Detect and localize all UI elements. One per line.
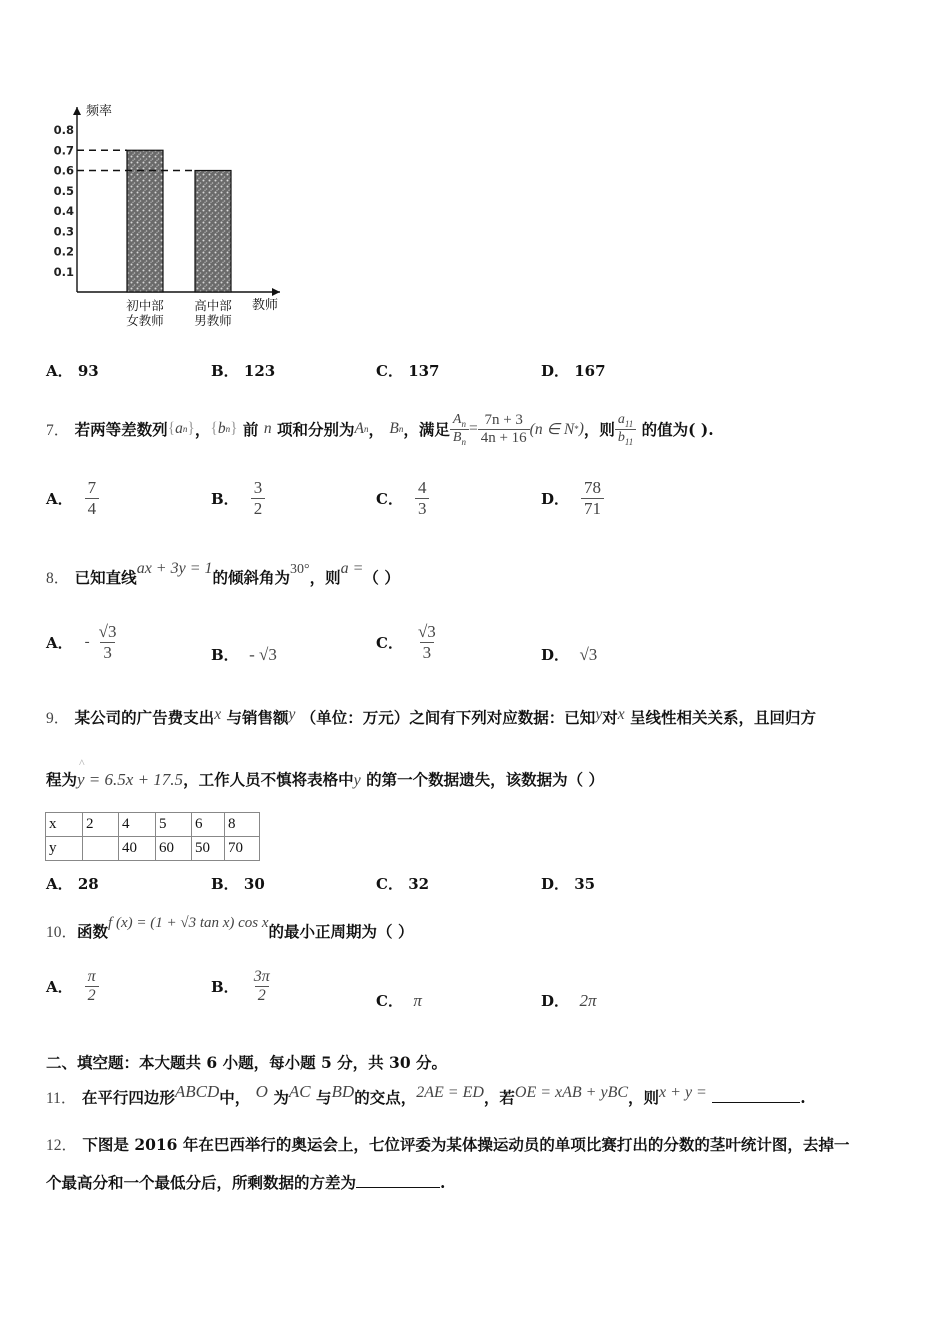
category-label: 男教师 xyxy=(194,313,232,328)
q8-option-b[interactable]: B． - √3 xyxy=(211,645,277,664)
table-cell: x xyxy=(46,813,83,837)
q8-stem: 8． 已知直线ax + 3y = 1的倾斜角为30°，则a =（ ） xyxy=(46,560,400,587)
y-tick-label: 0.1 xyxy=(53,264,74,279)
q6-option-c[interactable]: C． 137 xyxy=(376,362,440,380)
q7-ratio-fraction: $\frac{A_n}{B_n}$ xyxy=(450,412,469,447)
q8-option-a[interactable]: A． - $\frac{√3}{3}$ xyxy=(46,622,117,662)
q7-option-c[interactable]: C． $\frac{4}{3}$ xyxy=(376,478,429,519)
category-label: 女教师 xyxy=(126,313,164,328)
y-tick-label: 0.4 xyxy=(53,204,74,218)
y-tick-label: 0.3 xyxy=(53,224,74,239)
bar xyxy=(195,171,231,293)
y-tick-label: 0.2 xyxy=(53,244,74,259)
table-cell: 2 xyxy=(83,813,119,837)
q9-stem-line2: 程为 ^ y = 6.5x + 17.5，工作人员不慎将表格中y 的第一个数据遗失，该数据为（ ） xyxy=(46,756,604,789)
y-tick-label: 0.7 xyxy=(53,143,74,158)
table-cell: 6 xyxy=(192,813,225,837)
chart-category-labels xyxy=(126,298,232,328)
q9-option-d[interactable]: D． 35 xyxy=(541,875,596,893)
q10-stem: 10．函数f (x) = (1 + √3 tan x) cos x的最小正周期为（ ） xyxy=(46,915,414,941)
table-cell: 40 xyxy=(119,837,156,861)
q12-answer-blank[interactable] xyxy=(356,1173,440,1188)
x-axis-label: 教师 xyxy=(252,298,279,313)
table-row-y xyxy=(46,837,260,861)
y-tick-label: 0.6 xyxy=(53,163,74,178)
y-axis-arrow-icon xyxy=(73,107,81,115)
q12-stem-line1: 12． 下图是 2016 年在巴西举行的奥运会上，七位评委为某体操运动员的单项比赛打出的分数的茎叶统计图，去掉一 xyxy=(46,1135,850,1154)
q9-option-a[interactable]: A． 28 xyxy=(46,875,99,893)
table-cell: 70 xyxy=(225,837,260,861)
section-2-heading: 二、填空题：本大题共 6 小题，每小题 5 分，共 30 分。 xyxy=(46,1053,448,1072)
chart-bars xyxy=(127,150,231,292)
q6-option-b[interactable]: B． 123 xyxy=(211,362,276,380)
q11-stem: 11． 在平行四边形ABCD中， O 为AC 与BD的交点，2AE = ED，若OE = xAB + yBC，则x + y = . xyxy=(46,1082,806,1107)
q9-option-c[interactable]: C． 32 xyxy=(376,875,430,893)
table-row-x xyxy=(46,813,260,837)
q12-stem-line2: 个最高分和一个最低分后，所剩数据的方差为 . xyxy=(46,1173,446,1192)
q11-answer-blank[interactable] xyxy=(712,1088,800,1103)
q7-option-a[interactable]: A． $\frac{7}{4}$ xyxy=(46,478,99,519)
q10-option-c[interactable]: C． π xyxy=(376,991,422,1010)
table-cell: 50 xyxy=(192,837,225,861)
chart-axes xyxy=(73,107,280,296)
q7-option-d[interactable]: D． $\frac{78}{71}$ xyxy=(541,478,604,519)
q6-option-a[interactable]: A． 93 xyxy=(46,362,99,380)
category-label: 高中部 xyxy=(194,298,232,313)
y-tick-label: 0.8 xyxy=(53,123,74,137)
q9-option-b[interactable]: B． 30 xyxy=(211,875,265,893)
frequency-bar-chart xyxy=(40,95,290,335)
q10-option-b[interactable]: B． $\frac{3\pi}{2}$ xyxy=(211,968,270,1004)
q8-option-c[interactable]: C． $\frac{√3}{3}$ xyxy=(376,622,436,662)
table-cell: 8 xyxy=(225,813,260,837)
q6-option-d[interactable]: D． 167 xyxy=(541,362,606,380)
category-label: 初中部 xyxy=(126,298,164,313)
x-axis-arrow-icon xyxy=(272,288,280,296)
q7-a11-b11-fraction: $\frac{a_{11}}{b_{11}}$ xyxy=(615,412,636,447)
table-cell: 5 xyxy=(156,813,192,837)
q9-data-table xyxy=(45,812,260,861)
table-cell: 60 xyxy=(156,837,192,861)
q8-option-d[interactable]: D． √3 xyxy=(541,645,598,664)
y-tick-label: 0.5 xyxy=(53,183,74,198)
q10-option-d[interactable]: D． 2π xyxy=(541,991,597,1010)
q10-option-a[interactable]: A． $\frac{\pi}{2}$ xyxy=(46,968,99,1005)
bar xyxy=(127,150,163,292)
table-cell: 4 xyxy=(119,813,156,837)
chart-ticks xyxy=(54,123,74,279)
q7-option-b[interactable]: B． $\frac{3}{2}$ xyxy=(211,478,265,519)
table-cell: y xyxy=(46,837,83,861)
table-cell-missing xyxy=(83,837,119,861)
q7-stem: 7． 若两等差数列 { a n } ， { b n } 前 n 项和分别为 A n ， B n ，满足 $\frac{A_n}{B_n}$ = $\frac{7n + 3}{4n + 16}$ (n ∈ N * ) ，则 $\frac{a_{11}}{b_{11}}$ 的值为( ). xyxy=(46,411,714,447)
y-axis-label: 频率 xyxy=(86,104,113,119)
q7-expression-fraction: $\frac{7n + 3}{4n + 16}$ xyxy=(478,412,530,447)
q9-stem-line1: 9． 某公司的广告费支出x 与销售额y （单位：万元）之间有下列对应数据：已知y对x 呈线性相关关系，且回归方 xyxy=(46,706,817,727)
